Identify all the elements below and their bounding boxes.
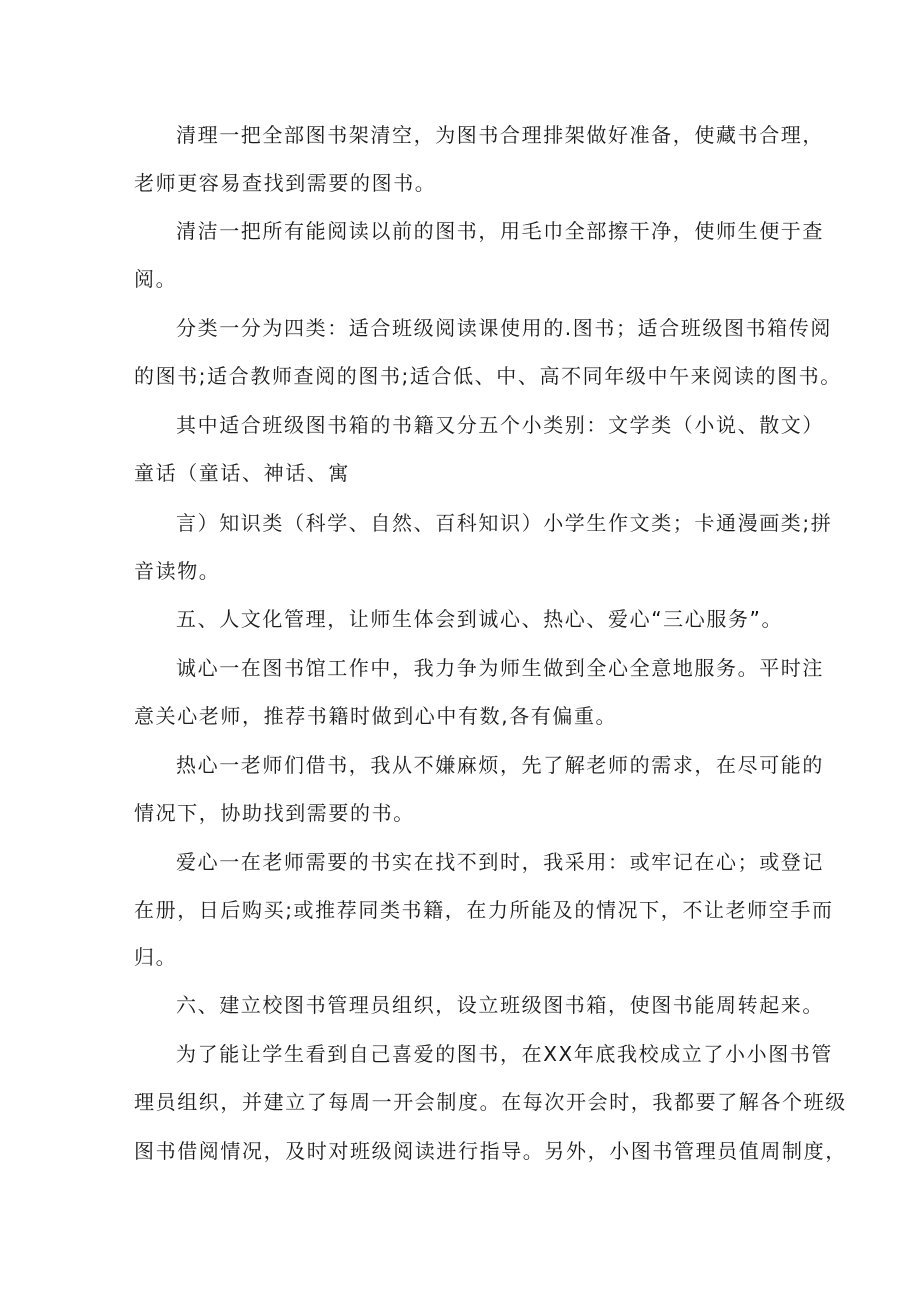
text-line: 分类一分为四类：适合班级阅读课使用的.图书；适合班级图书箱传阅 — [176, 316, 832, 340]
text-line: 诚心一在图书馆工作中，我力争为师生做到全心全意地服务。平时注 — [176, 656, 824, 680]
text-line: 理员组织，并建立了每周一开会制度。在每次开会时，我都要了解各个班级 — [134, 1090, 847, 1114]
text-line: 音读物。 — [134, 559, 221, 583]
text-line: 言）知识类（科学、自然、百科知识）小学生作文类；卡通漫画类;拼 — [176, 511, 833, 535]
text-line: 五、人文化管理，让师生体会到诚心、热心、爱心“三心服务”。 — [176, 607, 784, 631]
text-line: 情况下，协助找到需要的书。 — [134, 801, 415, 825]
text-line: 图书借阅情况，及时对班级阅读进行指导。另外，小图书管理员值周制度， — [134, 1139, 847, 1163]
text-line: 意关心老师，推荐书籍时做到心中有数,各有偏重。 — [134, 704, 618, 728]
text-line: 归。 — [134, 945, 178, 969]
text-line: 清洁一把所有能阅读以前的图书，用毛巾全部擦干净，使师生便于查 — [176, 219, 824, 243]
text-line: 童话（童话、神话、寓 — [134, 461, 350, 485]
text-line: 阅。 — [134, 267, 178, 291]
text-line: 爱心一在老师需要的书实在找不到时，我采用：或牢记在心；或登记 — [176, 850, 824, 874]
text-line: 热心一老师们借书，我从不嫌麻烦，先了解老师的需求，在尽可能的 — [176, 753, 824, 777]
text-line: 为了能让学生看到自己喜爱的图书，在XX年底我校成立了小小图书管 — [176, 1042, 834, 1066]
text-line: 在册，日后购买;或推荐同类书籍，在力所能及的情况下，不让老师空手而 — [134, 898, 834, 922]
text-line: 六、建立校图书管理员组织，设立班级图书箱，使图书能周转起来。 — [176, 993, 824, 1017]
text-line: 其中适合班级图书箱的书籍又分五个小类别：文学类（小说、散文） — [176, 413, 824, 437]
text-line: 的图书;适合教师查阅的图书;适合低、中、高不同年级中午来阅读的图书。 — [134, 364, 842, 388]
text-line: 老师更容易查找到需要的图书。 — [134, 171, 437, 195]
text-line: 清理一把全部图书架清空，为图书合理排架做好准备，使藏书合理， — [176, 123, 824, 147]
